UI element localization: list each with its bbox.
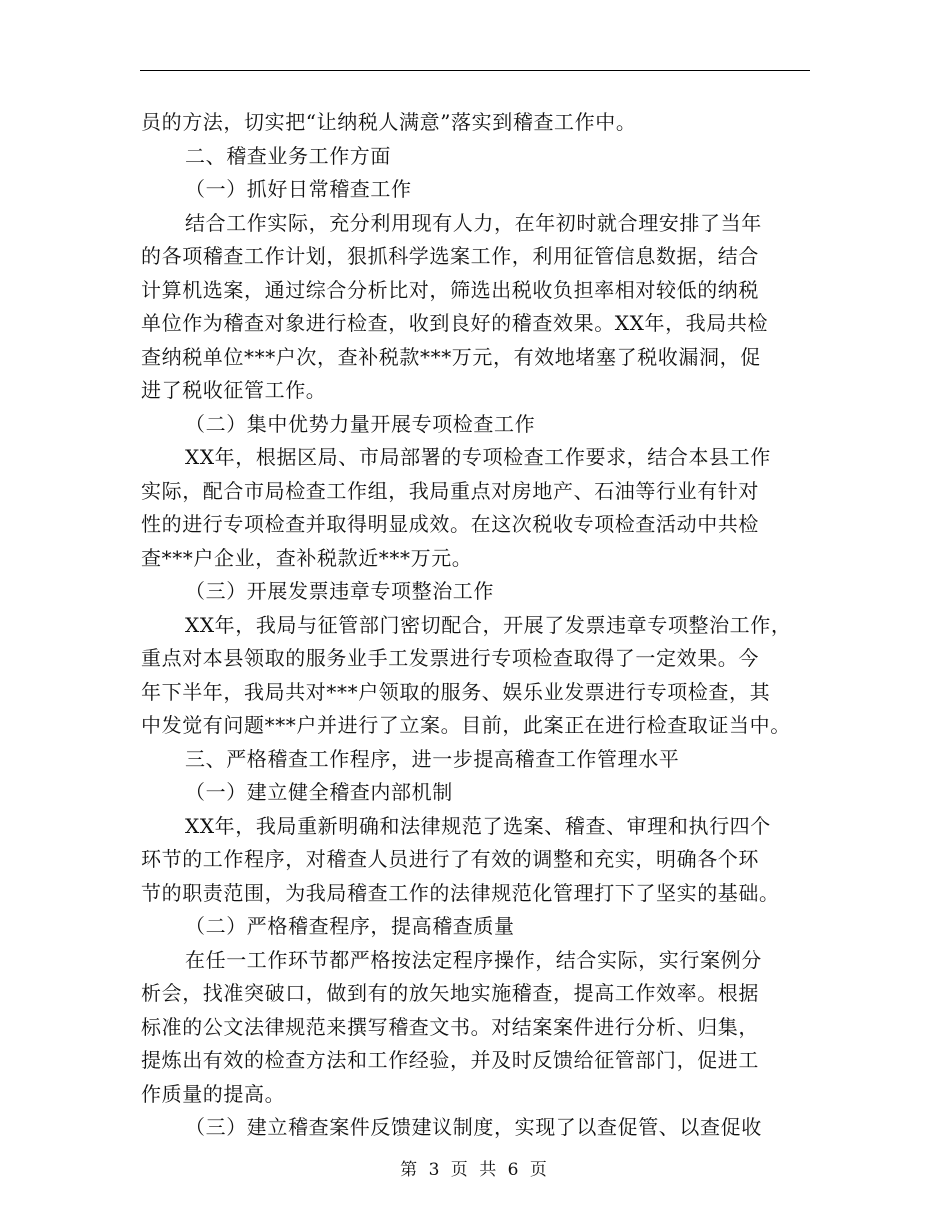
- text-line: 标准的公文法律规范来撰写稽查文书。对结案案件进行分析、归集，: [141, 1014, 759, 1039]
- text-line: （二）集中优势力量开展专项检查工作: [185, 411, 536, 436]
- text-line: （三）开展发票违章专项整治工作: [185, 579, 494, 603]
- text-line: 作质量的提高。: [141, 1081, 286, 1106]
- text-line: 中发觉有问题***户并进行了立案。目前，此案正在进行检查取证当中。: [141, 713, 791, 737]
- text-line: （一）建立健全稽查内部机制: [185, 780, 453, 804]
- text-line: 计算机选案，通过综合分析比对，筛选出税收负担率相对较低的纳税: [141, 277, 759, 302]
- text-line: 析会，找准突破口，做到有的放矢地实施稽查，提高工作效率。根据: [141, 981, 759, 1005]
- text-line: 环节的工作程序，对稽查人员进行了有效的调整和充实，明确各个环: [141, 847, 759, 871]
- text-line: 年下半年，我局共对***户领取的服务、娱乐业发票进行专项检查，其: [141, 679, 771, 704]
- text-line: 进了税收征管工作。: [141, 378, 327, 402]
- text-line: 的各项稽查工作计划，狠抓科学选案工作，利用征管信息数据，结合: [141, 244, 759, 268]
- text-line: 节的职责范围，为我局稽查工作的法律规范化管理打下了坚实的基础。: [141, 880, 780, 905]
- text-line: 结合工作实际，充分利用现有人力，在年初时就合理安排了当年: [185, 210, 762, 235]
- text-line: XX年，根据区局、市局部署的专项检查工作要求，结合本县工作: [185, 445, 771, 469]
- text-line: 员的方法，切实把“让纳税人满意”落实到稽查工作中。: [141, 110, 637, 134]
- document-body: [141, 106, 821, 1145]
- text-line: XX年，我局重新明确和法律规范了选案、稽查、审理和执行四个: [185, 813, 771, 838]
- text-line: 实际，配合市局检查工作组，我局重点对房地产、石油等行业有针对: [141, 478, 759, 503]
- text-line: （二）严格稽查程序，提高稽查质量: [185, 914, 515, 938]
- text-line: 查纳税单位***户次，查补税款***万元，有效地堵塞了税收漏洞，促: [141, 344, 761, 369]
- text-line: （三）建立稽查案件反馈建议制度，实现了以查促管、以查促收: [185, 1115, 762, 1139]
- text-line: 二、稽查业务工作方面: [185, 143, 391, 168]
- text-line: 重点对本县领取的服务业手工发票进行专项检查取得了一定效果。今: [141, 646, 759, 670]
- text-line: 三、严格稽查工作程序，进一步提高稽查工作管理水平: [185, 746, 680, 771]
- text-line: （一）抓好日常稽查工作: [185, 177, 412, 201]
- header-rule: [140, 70, 810, 71]
- text-line: 性的进行专项检查并取得明显成效。在这次税收专项检查活动中共检: [141, 512, 759, 536]
- text-line: 查***户企业，查补税款近***万元。: [141, 545, 473, 570]
- text-line: 在任一工作环节都严格按法定程序操作，结合实际，实行案例分: [185, 947, 762, 972]
- text-line: XX年，我局与征管部门密切配合，开展了发票违章专项整治工作，: [185, 612, 792, 637]
- text-line: 提炼出有效的检查方法和工作经验，并及时反馈给征管部门，促进工: [141, 1048, 759, 1072]
- text-line: 单位作为稽查对象进行检查，收到良好的稽查效果。XX年，我局共检: [141, 311, 769, 335]
- page-number: 第 3 页 共 6 页: [400, 1160, 550, 1180]
